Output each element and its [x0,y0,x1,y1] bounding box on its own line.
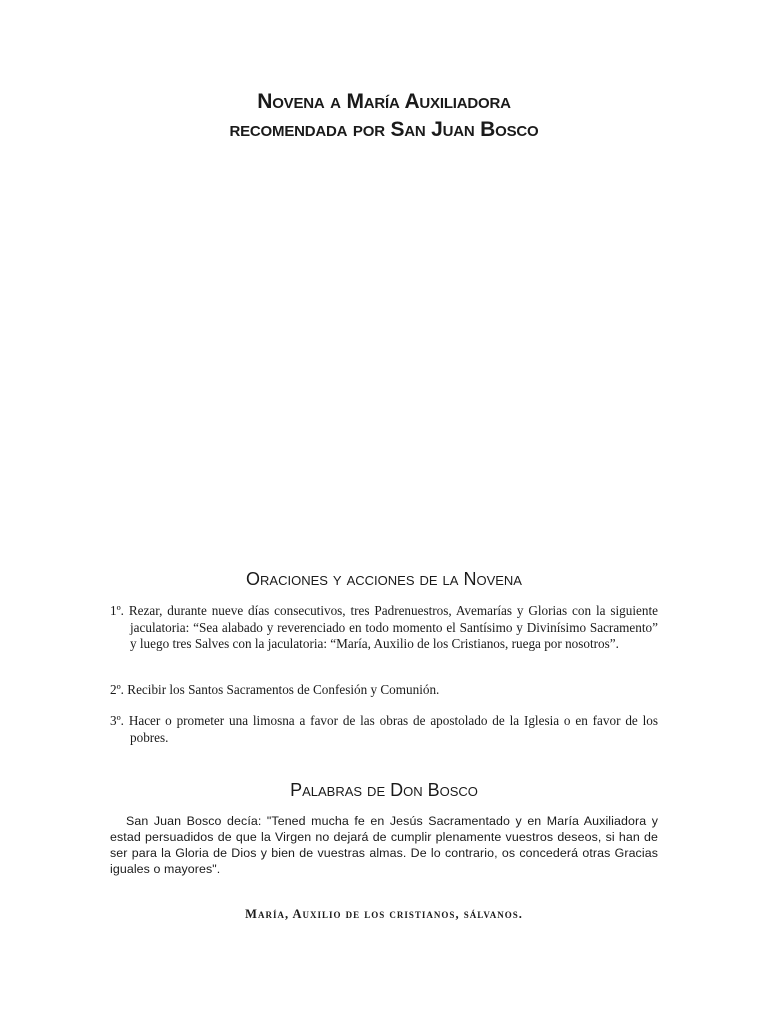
list-item-2: 2º. Recibir los Santos Sacramentos de Confesión y Comunión. [110,682,440,697]
closing-invocation: María, Auxilio de los cristianos, sálvanos. [245,907,523,921]
title-line-2: recomendada por San Juan Bosco [229,118,539,141]
quote-paragraph: San Juan Bosco decía: "Tened mucha fe en Jesús Sacramentado y en María Auxiliadora y estad persuadidos de que la Virgen no dejará de cumplir plenamente vuestros deseos, si han de ser para la Gloria de Dios y bien de vuestras almas. De lo contrario, os concederá otras Gracias iguales o mayores". [110,814,658,876]
section-heading-oraciones: Oraciones y acciones de la Novena [246,569,522,589]
list-item-1: 1º. Rezar, durante nueve días consecutivos, tres Padrenuestros, Avemarías y Glorias con la siguiente jaculatoria: “Sea alabado y reverenciado en todo momento el Santísimo y Divinísimo Sacramento” y luego tres Salves con la jaculatoria: “María, Auxilio de los Cristianos, ruega por nosotros”. [110,603,658,651]
title-line-1: Novena a María Auxiliadora [257,90,511,113]
section-heading-palabras: Palabras de Don Bosco [290,780,478,800]
list-item-3: 3º. Hacer o prometer una limosna a favor de las obras de apostolado de la Iglesia o en favor de los pobres. [110,713,658,745]
document-title [0,88,768,144]
